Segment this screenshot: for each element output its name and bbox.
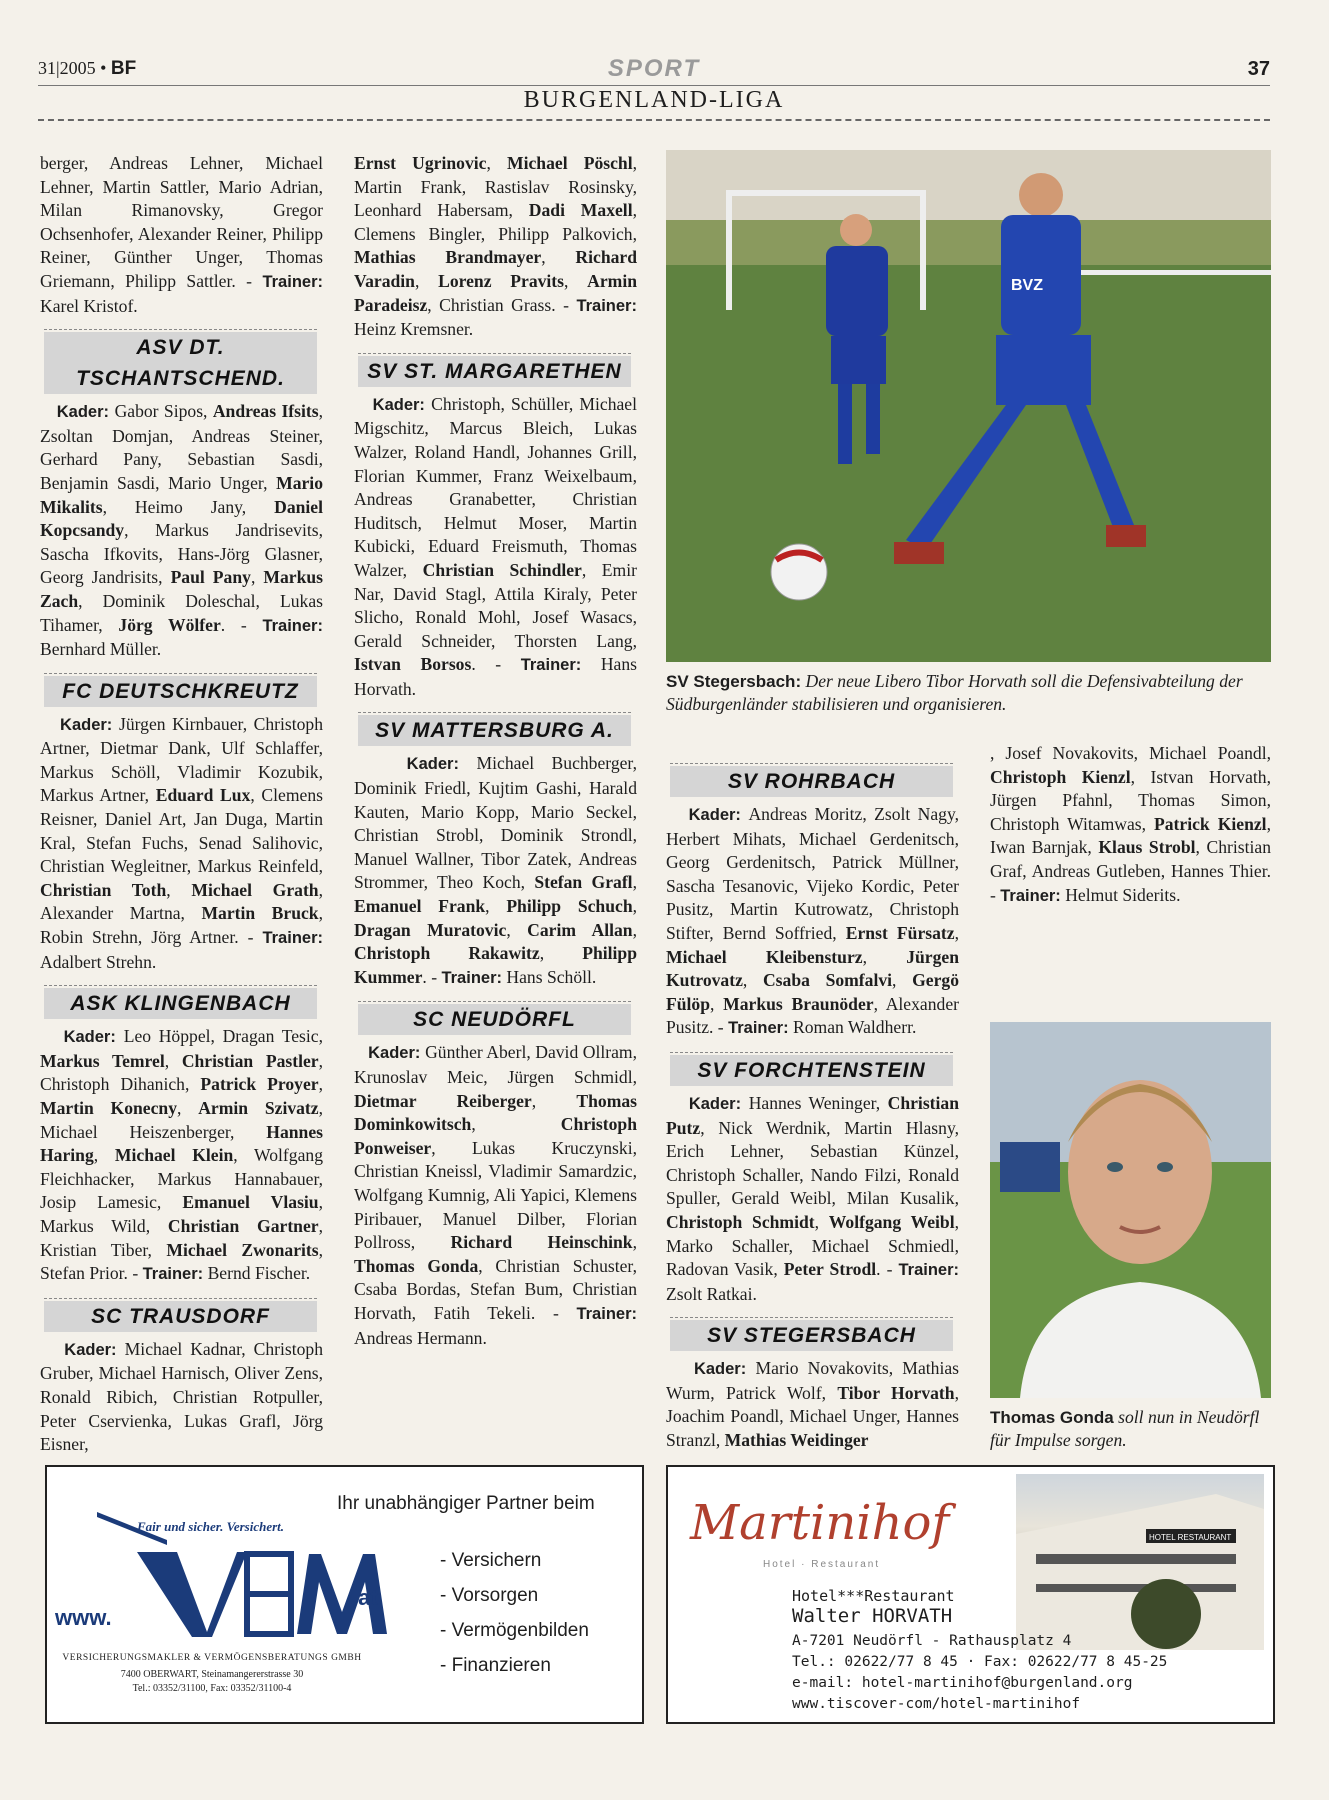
trainer-name: Heinz Kremsner. [354,319,474,340]
team-name: SV ST. MARGARETHEN [358,356,631,387]
player-name-highlight: Daniel Kopcsandy [40,496,323,541]
player-name-highlight: Michael Klein [114,1145,234,1166]
player-names: , [862,946,907,967]
player-names: , [632,1232,637,1253]
player-name-highlight: Patrick Proyer [200,1074,319,1095]
player-name-highlight: Martin Bruck [201,903,319,924]
trainer-name: Bernd Fischer. [207,1263,311,1284]
player-name-highlight: Christian Toth [40,879,167,900]
martinihof-contact [792,1631,1167,1715]
roster-paragraph [354,152,637,342]
player-name-highlight: Christian Putz [666,1092,959,1138]
portrait-photo [990,1022,1271,1398]
team-section [354,712,637,990]
player-names: , Clemens Reisner, Daniel Art, Jan Duga, Martin Kral, Stefan Fuchs, Senad Salihovic, Christian Wegleitner, Markus Reinfeld, [40,785,323,877]
trainer-name: Hans Schöll. [506,966,597,987]
martinihof-advertisement[interactable] [666,1465,1275,1724]
vbm-services [440,1543,589,1683]
team-section [354,152,637,342]
player-name-highlight: Carim Allan [527,919,633,940]
martinihof-address: A-7201 Neudörfl - Rathausplatz 4 [792,1633,1072,1649]
match-photo [666,150,1271,662]
player-names: , Michael Heiszenberger, [40,1098,324,1142]
team-heading [670,1317,953,1351]
roster-paragraph [354,752,637,990]
player-name-highlight: Emanuel Vlasiu [182,1192,319,1213]
team-section [40,985,323,1287]
player-names: , [632,896,638,917]
player-names: , Christian Schuster, Csaba Bordas, Stefan Bum, Christian Horvath, Fatih Tekeli. - [354,1255,637,1323]
team-name: SV MATTERSBURG A. [358,715,631,746]
player-names: . - [876,1259,893,1280]
league-title: BURGENLAND-LIGA [523,87,785,113]
player-name-highlight: Markus Temrel [40,1050,165,1071]
service-item: - Vermögenbilden [440,1620,589,1641]
team-name: FC DEUTSCHKREUTZ [44,676,317,707]
column-4 [990,742,1271,908]
player-names: , Emir Nar, David Stagl, Attila Kiraly, Peter Slicho, Ronald Mohl, Josef Wasacs, Gerald Schneider, Thorsten Lang, [354,559,637,651]
martinihof-email[interactable]: e-mail: hotel-martinihof@burgenland.org [792,1675,1133,1691]
player-name-highlight: Wolfgang Weibl [828,1211,955,1232]
player-name-highlight: Michael Grath [191,879,319,900]
player-name-highlight: Paul Pany [170,567,251,588]
player-name-highlight: Hannes Haring [40,1121,323,1166]
vbm-address: 7400 OBERWART, Steinamangererstrasse 30 [120,1669,304,1680]
kader-label: Kader: [40,715,119,734]
trainer-label: Trainer: [262,929,323,948]
vbm-tld: .at [352,1585,378,1610]
player-name-highlight: Christoph Schmidt [666,1211,815,1232]
vbm-headline: Ihr unabhängiger Partner beim [337,1493,595,1514]
column-3 [666,752,959,1453]
player-name-highlight: Dragan Muratovic [354,919,507,940]
kader-label: Kader: [40,403,115,422]
player-name-highlight: Gergö Fülöp [666,970,960,1014]
trainer-label: Trainer: [520,656,582,675]
player-names: , [93,1145,115,1166]
player-names: , [414,270,439,291]
player-name-highlight: Andreas Ifsits [212,401,319,422]
roster-paragraph [666,1357,959,1452]
team-heading [358,712,631,746]
player-name-highlight: Christian Schindler [422,559,582,580]
team-section [354,353,637,702]
header-dashed-rule [38,119,1270,121]
player-name-highlight: Mathias Weidinger [724,1430,869,1451]
martinihof-owner: Walter HORVATH [792,1605,953,1627]
player-names: , [486,153,507,173]
player-names: , [541,247,576,268]
player-names: , [318,1074,324,1095]
martinihof-logo-sub: Hotel · Restaurant [763,1559,881,1570]
player-names: Andreas Moritz, Zsolt Nagy, Herbert Mihats, Michael Gerdenitsch, Georg Gerdenitsch, Patrick Müllner, Sascha Tesanovic, Vijeko Kordic, Peter Pusitz, Martin Kutrowatz, Christoph Stifter, Bernd Soffried, [666,804,959,943]
column-1 [40,152,323,1457]
roster-paragraph [990,742,1271,908]
player-names: , Dominik Doleschal, Lukas Tihamer, [40,590,323,635]
player-name-highlight: Csaba Somfalvi [762,970,893,991]
player-name-highlight: Martin Konecny [40,1098,178,1118]
team-name: SV STEGERSBACH [670,1320,953,1351]
player-names: . - [220,614,247,635]
player-names: , [531,1090,577,1111]
trainer-label: Trainer: [576,296,637,315]
player-names: , [814,1211,829,1232]
player-names: , Alexander Martna, [40,879,323,924]
issue-info: 31|2005 • BF [38,58,137,79]
header-rule [38,85,1270,86]
roster-paragraph [40,713,323,975]
team-name: SC NEUDÖRFL [358,1004,631,1035]
player-names: , Lukas Kruczynski, Christian Kneissl, Vladimir Samardzic, Wolfgang Kumnig, Ali Yapici, Klemens Piribauer, Manuel Dilber, Florian Pollross, [354,1137,637,1253]
player-name-highlight: Ernst Fürsatz [845,922,955,943]
player-name-highlight: Dietmar Reiberger [354,1090,532,1111]
player-names: Christoph, Schüller, Michael Migschitz, Marcus Bleich, Lukas Walzer, Roland Handl, Johannes Grill, Florian Kummer, Franz Weixelbaum, Andreas Granabetter, Christian Huditsch, Helmut Moser, Martin Kubicki, Eduard Freismuth, Thomas Walzer, [354,393,637,580]
player-name-highlight: Stefan Grafl [534,872,633,893]
player-name-highlight: Christian Pastler [181,1050,319,1071]
player-name-highlight: Mario Mikalits [40,472,323,517]
player-names: Hannes Weninger, [748,1092,888,1113]
player-names: , Christoph Dihanich, [40,1050,323,1095]
vbm-logo [97,1512,387,1642]
player-names: , Zsoltan Domjan, Andreas Steiner, Gerhard Pany, Sebastian Sasdi, Benjamin Sasdi, Mario Unger, [40,401,324,493]
team-section [990,742,1271,908]
team-heading [44,985,317,1019]
trainer-label: Trainer: [728,1019,789,1038]
section-title: SPORT [607,55,701,82]
player-names: Michael Kadnar, Christoph Gruber, Michael Harnisch, Oliver Zens, Ronald Ribich, Christian Rotpuller, Peter Cservienka, Lukas Grafl, Jörg Eisner, [40,1338,323,1455]
page-header [38,55,1270,121]
trainer-name: Roman Waldherr. [793,1017,917,1038]
team-section [354,1001,637,1350]
martinihof-phone: Tel.: 02622/77 8 45 · Fax: 02622/77 8 45-25 [792,1654,1168,1670]
player-name-highlight: Thomas Dominkowitsch [354,1090,637,1135]
kader-label: Kader: [666,1094,749,1113]
player-name-highlight: Eduard Lux [155,785,251,806]
player-name-highlight: Armin Paradeisz [354,270,637,315]
page-number: 37 [1247,58,1270,80]
player-names: , [539,943,583,964]
match-photo-caption: SV Stegersbach: Der neue Libero Tibor Horvath soll die Defensivabteilung der Südburgenländer stabilisieren und organisieren. [666,671,1243,714]
player-names: , [892,970,913,991]
player-names: , [710,993,724,1014]
kader-label: Kader: [354,755,477,774]
trainer-label: Trainer: [898,1261,960,1280]
player-name-highlight: Thomas Gonda [354,1255,479,1276]
player-name-highlight: Christoph Ponweiser [354,1114,637,1158]
kader-label: Kader: [354,395,432,414]
team-section [666,763,959,1041]
trainer-label: Trainer: [142,1265,204,1284]
trainer-name: Zsolt Ratkai. [666,1283,757,1304]
team-name: ASV DT. TSCHANTSCHEND. [44,332,317,394]
player-name-highlight: Philipp Schuch [506,896,633,917]
player-names: , [742,970,763,991]
team-heading [358,1001,631,1035]
service-item: - Versichern [440,1550,542,1571]
team-heading [670,1052,953,1086]
player-names: , Robin Strehn, Jörg Artner. - [40,903,323,948]
player-name-highlight: Michael Zwonarits [166,1239,319,1260]
player-names: , Alexander Pusitz. - [666,993,959,1038]
player-names: , [506,919,528,940]
player-name-highlight: Klaus Strobl [1098,837,1196,858]
player-name-highlight: Patrick Kienzl [1154,813,1267,834]
team-heading [44,673,317,707]
player-name-highlight: Emanuel Frank [354,896,486,917]
vbm-company: VERSICHERUNGSMAKLER & VERMÖGENSBERATUNGS GMBH [62,1653,362,1663]
portrait-illustration [990,1022,1271,1398]
player-names: Mario Novakovits, Mathias Wurm, Patrick Wolf, [666,1358,959,1403]
vbm-www: www. [55,1605,112,1630]
player-names: , [632,919,637,940]
team-section [666,1052,959,1306]
player-names: . - [422,966,438,987]
trainer-name: Adalbert Strehn. [40,951,157,972]
trainer-label: Trainer: [441,968,502,987]
team-name: SC TRAUSDORF [44,1301,317,1332]
martinihof-type: Hotel***Restaurant [792,1587,955,1605]
player-names: Leo Höppel, Dragan Tesic, [123,1026,323,1047]
player-names: , Clemens Bingler, Philipp Palkovich, [354,200,637,244]
player-name-highlight: Michael Pöschl [507,153,633,173]
kader-label: Kader: [40,1340,125,1359]
roster-paragraph [354,393,637,702]
team-heading [358,353,631,387]
trainer-label: Trainer: [262,616,323,635]
player-names: , Marko Schaller, Michael Schmiedl, Radovan Vasik, [666,1211,959,1280]
player-name-highlight: Dadi Maxell [528,200,633,221]
player-name-highlight: Tibor Horvath [837,1382,955,1403]
roster-paragraph [666,1092,959,1306]
player-names: Günther Aberl, David Ollram, Krunoslav Meic, Jürgen Schmidl, [354,1042,637,1087]
player-names: Gabor Sipos, [114,401,213,422]
kader-label: Kader: [666,806,749,824]
player-name-highlight: Istvan Borsos [354,654,472,675]
martinihof-web[interactable]: www.tiscover-com/hotel-martinihof [792,1696,1081,1712]
team-section [666,1317,959,1452]
vbm-phone: Tel.: 03352/31100, Fax: 03352/31100-4 [132,1683,292,1694]
vbm-slogan: Fair und sicher. Versichert. [137,1519,285,1534]
player-name-highlight: Lorenz Pravits [438,270,565,291]
player-name-highlight: Jörg Wölfer [118,614,221,635]
jersey-text: BVZ [1011,277,1043,294]
player-names: , [250,567,264,588]
player-names: , Iwan Barnjak, [990,813,1271,858]
trainer-name: Helmut Siderits. [1065,884,1181,905]
player-name-highlight: Markus Zach [40,567,323,611]
service-item: - Finanzieren [440,1655,551,1676]
player-names: , [954,922,959,943]
team-name: SV ROHRBACH [670,766,953,797]
trainer-name: Andreas Hermann. [354,1327,487,1348]
player-names: , [564,270,588,291]
team-name: SV FORCHTENSTEIN [670,1055,953,1086]
roster-paragraph [354,1041,637,1350]
player-name-highlight: Jürgen Kutrovatz [666,946,959,991]
trainer-label: Trainer: [576,1304,637,1323]
player-names: Jürgen Kirnbauer, Christoph Artner, Dietmar Dank, Ulf Schlaffer, Markus Schöll, Vladimir Kozubik, Markus Artner, [40,713,323,806]
portrait-caption: Thomas Gonda soll nun in Neudörfl für Impulse sorgen. [990,1407,1260,1450]
player-names: , Josef Novakovits, Michael Poandl, [990,743,1271,763]
trainer-name: Bernhard Müller. [40,639,162,660]
column-2 [354,152,637,1350]
player-name-highlight: Christoph Rakawitz [354,943,540,964]
player-names: , Heimo Jany, [102,496,275,517]
player-names: , [164,1050,182,1071]
player-names: , Stefan Prior. - [40,1239,323,1284]
vbm-advertisement[interactable] [45,1465,644,1724]
player-names: , Kristian Tiber, [40,1215,323,1260]
team-section [40,673,323,975]
player-name-highlight: Christoph Kienzl [990,766,1131,787]
player-names: , Nick Werdnik, Martin Hlasny, Erich Lehner, Sebastian Künzel, Christoph Schaller, Nando Filzi, Ronald Spuller, Gerald Weibl, Milan Kusalik, [666,1117,959,1209]
player-names: , Martin Frank, Rastislav Rosinsky, Leonhard Habersam, [354,153,637,221]
team-section [40,1298,323,1457]
martinihof-logo: Martinihof [690,1495,950,1551]
player-names: , [166,879,192,900]
player-names: , Markus Jandrisevits, Sascha Ifkovits, Hans-Jörg Glasner, Georg Jandrisits, [40,520,323,588]
player-names: , [177,1098,199,1118]
player-names: , Markus Wild, [40,1192,323,1236]
player-names: , Istvan Horvath, Jürgen Pfahnl, Thomas Simon, Christoph Witamwas, [990,766,1271,834]
player-names: , [632,872,637,893]
player-names: . - [471,654,502,675]
player-names: , Joachim Poandl, Michael Unger, Hannes Stranzl, [666,1382,959,1451]
player-names: , Christian Graf, Andreas Gutleben, Hannes Thier. - [990,837,1272,905]
roster-paragraph [666,803,959,1041]
hotel-photo [1016,1474,1264,1650]
player-names: , Christian Grass. - [427,294,569,315]
team-heading [670,763,953,797]
player-name-highlight: Ernst Ugrinovic [354,153,487,173]
player-name-highlight: Mathias Brandmayer [354,247,542,268]
team-section [40,329,323,662]
roster-paragraph [40,1338,323,1457]
team-name: ASK KLINGENBACH [44,988,317,1019]
player-names: , [485,896,507,917]
team-heading [44,329,317,394]
player-names: Michael Buchberger, Dominik Friedl, Kujtim Gashi, Harald Kauten, Mario Kopp, Mario Seckel, Christian Strobl, Dominik Strondl, Manuel Wallner, Tibor Zatek, Andreas Strommer, Theo Koch, [354,753,637,893]
player-name-highlight: Philipp Kummer [354,943,637,987]
player-names: , Wolfgang Fleichhacker, Markus Hannabauer, Josip Lamesic, [40,1145,323,1213]
match-photo-illustration [666,150,1271,662]
player-name-highlight: Markus Braunöder [723,993,874,1014]
player-name-highlight: Christian Gartner [167,1215,319,1236]
roster-paragraph [40,1025,323,1287]
player-name-highlight: Peter Strodl [783,1259,877,1280]
hotel-sign: HOTEL RESTAURANT [1149,1533,1232,1542]
kader-label: Kader: [40,1028,124,1047]
service-item: - Vorsorgen [440,1585,539,1606]
kader-label: Kader: [354,1044,426,1063]
player-name-highlight: Michael Kleibensturz [666,946,863,967]
kader-label: Kader: [666,1360,756,1379]
player-name-highlight: Richard Varadin [354,247,637,291]
player-name-highlight: Armin Szivatz [198,1098,319,1118]
trainer-label: Trainer: [1000,886,1061,905]
player-name-highlight: Richard Heinschink [450,1232,633,1253]
trainer-name: Hans Horvath. [354,654,637,699]
intro-paragraph: berger, Andreas Lehner, Michael Lehner, Martin Sattler, Mario Adrian, Milan Rimanovsky, Gregor Ochsenhofer, Alexander Reiner, Philipp Reiner, Günther Unger, Thomas Griemann, Philipp Sattler. - Trainer: Karel Kristof. [40,153,323,316]
roster-paragraph [40,400,323,662]
hotel-illustration [1016,1474,1264,1650]
player-names: , [471,1114,561,1135]
team-heading [44,1298,317,1332]
